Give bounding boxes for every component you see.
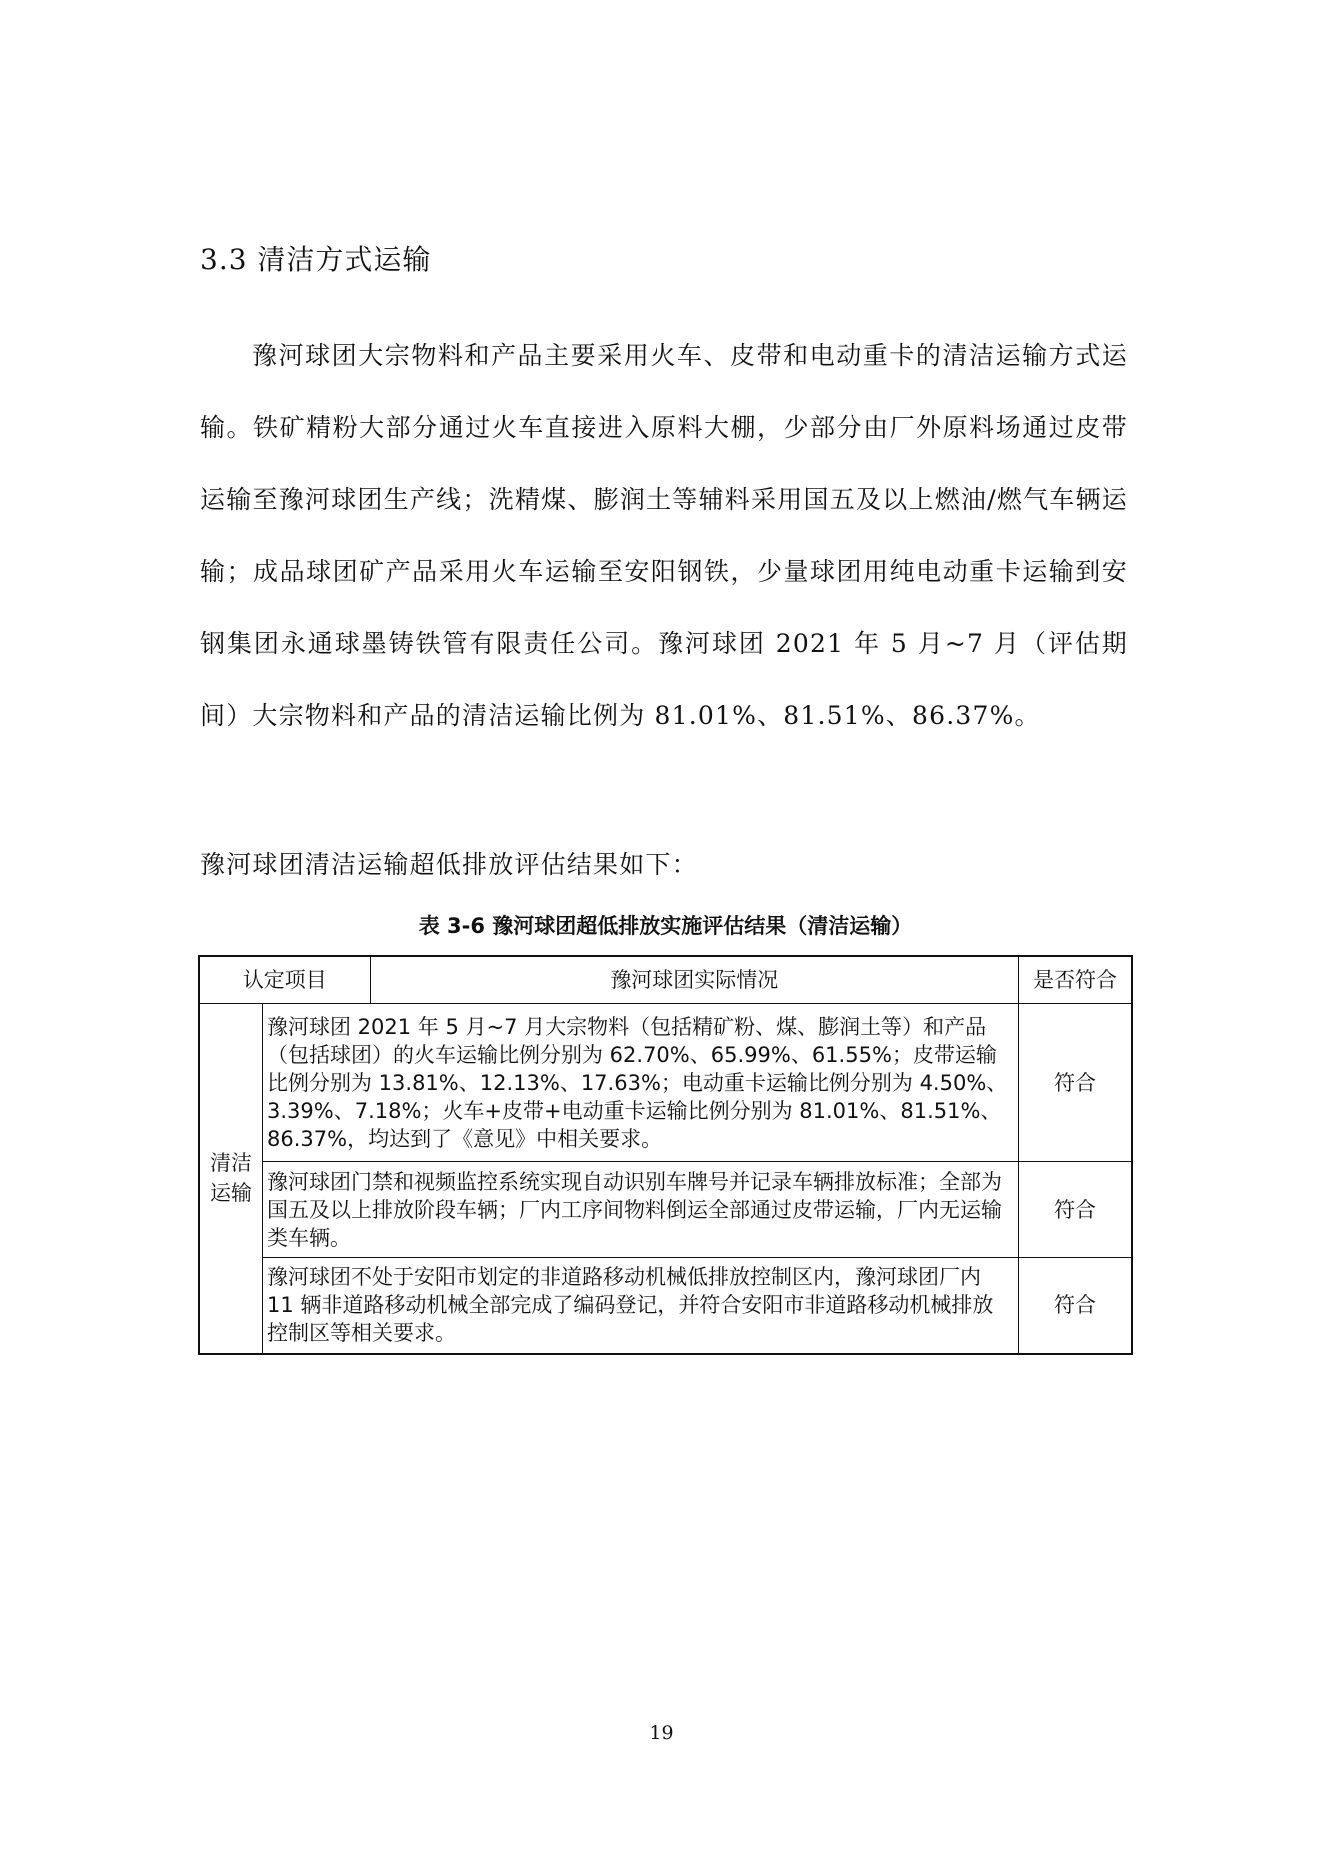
detail-cell: 豫河球团门禁和视频监控系统实现自动识别车牌号并记录车辆排放标准；全部为国五及以上排放阶段车辆；厂内工序间物料倒运全部通过皮带运输，厂内无运输类车辆。: [263, 1162, 1019, 1258]
result-cell: 符合: [1019, 1162, 1133, 1258]
body-paragraph: 豫河球团大宗物料和产品主要采用火车、皮带和电动重卡的清洁运输方式运输。铁矿精粉大部分通过火车直接进入原料大棚，少部分由厂外原料场通过皮带运输至豫河球团生产线；洗精煤、膨润土等辅料采用国五及以上燃油/燃气车辆运输；成品球团矿产品采用火车运输至安阳钢铁，少量球团用纯电动重卡运输到安钢集团永通球墨铸铁管有限责任公司。豫河球团 2021 年 5 月~7 月（评估期间）大宗物料和产品的清洁运输比例为 81.01%、81.51%、86.37%。: [200, 341, 1128, 730]
table-row: [199, 1004, 1132, 1162]
header-item: 认定项目: [199, 956, 370, 1004]
result-cell: 符合: [1019, 1258, 1133, 1354]
table-header-row: [199, 956, 1132, 1004]
detail-cell: 豫河球团 2021 年 5 月~7 月大宗物料（包括精矿粉、煤、膨润土等）和产品（包括球团）的火车运输比例分别为 62.70%、65.99%、61.55%；皮带运输比例分别为 13.81%、12.13%、17.63%；电动重卡运输比例分别为 4.50%、3.39%、7.18%；火车+皮带+电动重卡运输比例分别为 81.01%、81.51%、86.37%，均达到了《意见》中相关要求。: [263, 1004, 1019, 1162]
header-situation: 豫河球团实际情况: [370, 956, 1018, 1004]
header-compliance: 是否符合: [1019, 956, 1133, 1004]
category-cell: [199, 1004, 263, 1354]
table-lead-in: 豫河球团清洁运输超低排放评估结果如下：: [200, 850, 698, 879]
table-row: [199, 1258, 1132, 1354]
evaluation-table: [198, 955, 1133, 1355]
table-caption: 表 3-6 豫河球团超低排放实施评估结果（清洁运输）: [418, 914, 913, 938]
section-heading: 3.3 清洁方式运输: [200, 243, 432, 276]
category-label: 清洁运输: [210, 1151, 252, 1206]
table-row: [199, 1162, 1132, 1258]
page-number: 19: [649, 1722, 674, 1744]
detail-cell: 豫河球团不处于安阳市划定的非道路移动机械低排放控制区内，豫河球团厂内 11 辆非道路移动机械全部完成了编码登记，并符合安阳市非道路移动机械排放控制区等相关要求。: [263, 1258, 1019, 1354]
result-cell: 符合: [1019, 1004, 1133, 1162]
